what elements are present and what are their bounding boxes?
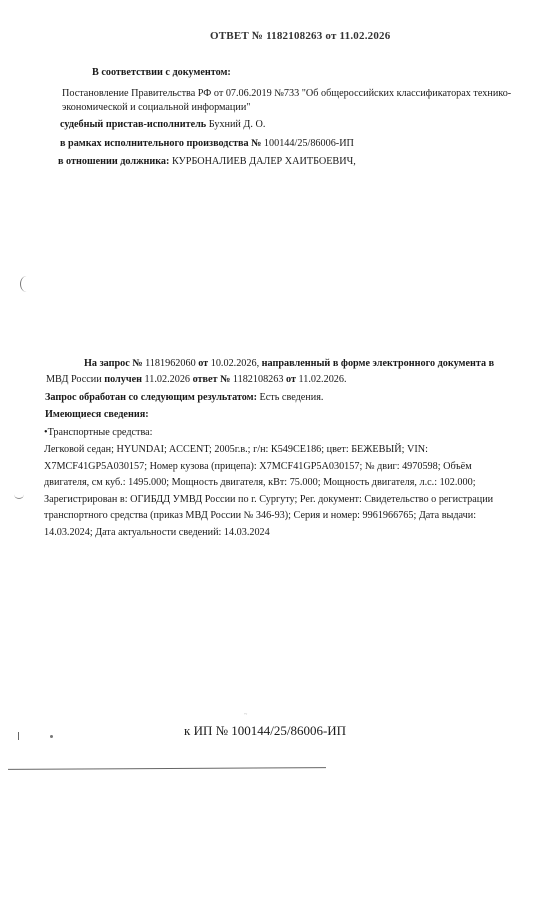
bottom-rule [8, 767, 326, 770]
debtor-line [58, 155, 356, 168]
scan-punch-mark [20, 276, 33, 292]
header-prefix: ОТВЕТ № [210, 30, 264, 42]
proceeding-line [60, 137, 354, 150]
request-sent: направленный в форме электронного документа в [261, 358, 495, 369]
faint-stamp-mark: ~ [244, 712, 248, 718]
bailiff-line [60, 118, 265, 131]
vehicle-line: транспортного средства (приказ МВД России № 346-93); Серия и номер: 9961966765; Дата выдачи: [44, 510, 477, 521]
vehicle-line: Зарегистрирован в: ОГИБДД УМВД России по г. Сургуту; Рег. документ: Свидетельство о регистрации [44, 493, 494, 505]
request-received-date: 11.02.2026 [144, 374, 191, 385]
result-line [45, 391, 323, 404]
vehicles-heading: •Транспортные средства: [44, 427, 153, 438]
proceeding-label: в рамках исполнительного производства № [60, 138, 262, 149]
footer-reference: к ИП № 100144/25/86006-ИП [184, 723, 347, 738]
vehicle-line: Легковой седан; HYUNDAI; ACCENT; 2005г.в.; г/н: К549СЕ186; цвет: БЕЖЕВЫЙ; VIN: [44, 444, 428, 455]
scan-dot-mark [50, 735, 53, 738]
basis-heading: В соответствии с документом: [92, 67, 231, 78]
bailiff-name: Бухний Д. О. [208, 119, 266, 130]
request-line-1 [84, 357, 494, 370]
request-answer-date: 11.02.2026. [298, 374, 347, 385]
scan-mark [14, 490, 24, 499]
header-number: 1182108263 [266, 30, 323, 42]
request-received-label: получен [104, 374, 142, 385]
request-answer-label: ответ № [192, 374, 231, 385]
decree-line-2: экономической и социальной информации" [62, 102, 251, 113]
vehicle-line: 14.03.2024; Дата актуальности сведений: 14.03.2024 [44, 526, 270, 538]
request-answer-number: 1182108263 [232, 374, 284, 385]
info-heading: Имеющиеся сведения: [45, 409, 149, 420]
proceeding-number: 100144/25/86006-ИП [263, 138, 354, 149]
request-from: от [198, 358, 209, 369]
request-label: На запрос № [84, 358, 143, 369]
result-value: Есть сведения. [259, 392, 324, 403]
header-from: от [325, 30, 337, 42]
request-line-2 [46, 373, 347, 386]
vehicle-line: двигателя, см куб.: 1495.000; Мощность двигателя, кВт: 75.000; Мощность двигателя, л.с.: 102.000; [44, 477, 476, 488]
debtor-label: в отношении должника: [58, 156, 170, 167]
request-date: 10.02.2026, [210, 358, 260, 369]
decree-line-1: Постановление Правительства РФ от 07.06.2019 №733 "Об общероссийских классификаторах технико- [62, 88, 512, 99]
document-header [210, 30, 390, 42]
bailiff-label: судебный пристав-исполнитель [60, 119, 207, 130]
vehicle-details [44, 442, 514, 541]
header-date: 11.02.2026 [339, 30, 391, 42]
vehicle-line: X7MCF41GP5A030157; Номер кузова (прицепа): X7MCF41GP5A030157; № двиг: 4970598; Объём [44, 460, 472, 472]
debtor-name: КУРБОНАЛИЕВ ДАЛЕР ХАИТБОЕВИЧ, [171, 156, 356, 167]
request-number: 1181962060 [145, 358, 196, 369]
scan-dot-mark [18, 732, 19, 740]
request-answer-from: от [286, 374, 296, 385]
request-org: МВД России [46, 374, 102, 385]
result-label: Запрос обработан со следующим результатом: [45, 392, 257, 403]
